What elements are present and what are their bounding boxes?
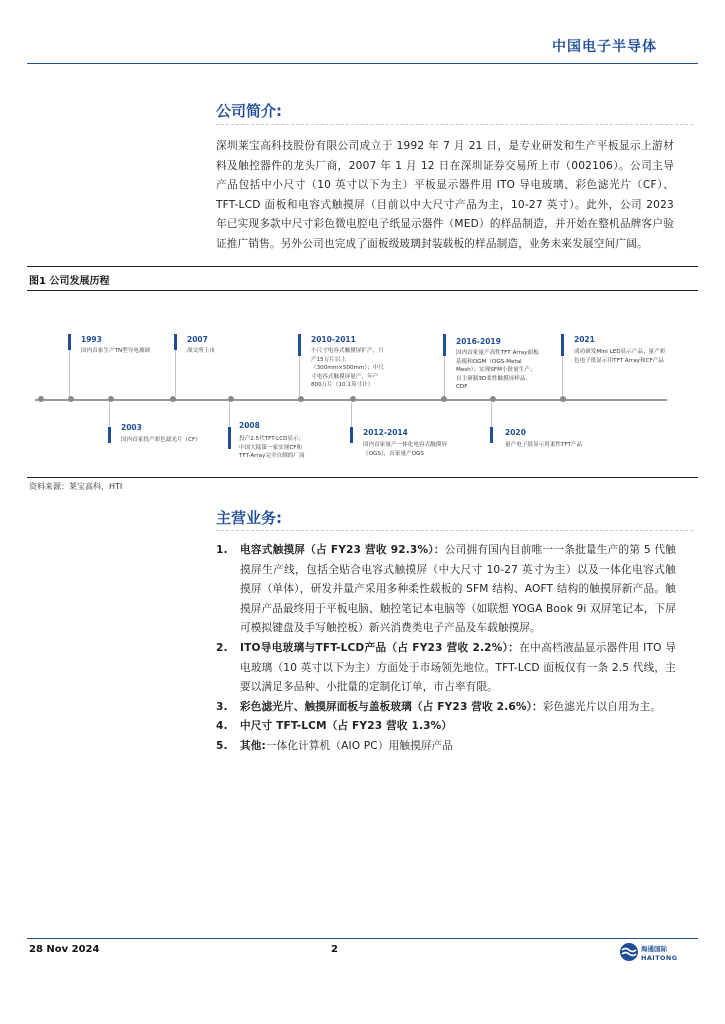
event-connector	[109, 403, 110, 427]
event-marker	[68, 334, 71, 350]
event-marker	[108, 427, 111, 443]
timeline-dot	[228, 396, 234, 402]
figure-title: 图1 公司发展历程	[29, 276, 110, 287]
event-description: 深交所上市	[187, 348, 215, 354]
timeline-dot	[560, 396, 566, 402]
event-year: 2003	[121, 423, 142, 432]
event-year: 2016-2019	[456, 337, 501, 346]
list-item	[216, 541, 676, 639]
event-year: 2020	[505, 428, 526, 437]
event-marker	[490, 427, 493, 443]
item-title: 中尺寸 TFT-LCM（占 FY23 营收 1.3%）	[240, 720, 453, 733]
event-connector	[562, 356, 563, 396]
event-description: 国内首家量产一体化电容式触摸屏（OGS），首家量产OGS	[363, 442, 447, 457]
timeline-dot	[38, 396, 44, 402]
item-title: 电容式触摸屏（占 FY23 营收 92.3%）：	[240, 544, 445, 556]
event-year: 2007	[187, 335, 208, 344]
timeline-dot	[68, 396, 74, 402]
item-title: 其他:	[240, 739, 266, 752]
business-section-title: 主营业务:	[216, 509, 282, 527]
list-item	[216, 717, 676, 737]
timeline-dot	[170, 396, 176, 402]
event-description: 国内首家投产彩色滤光片（CF）	[121, 437, 201, 443]
intro-divider	[216, 124, 693, 125]
footer-date: 28 Nov 2024	[29, 944, 100, 955]
page-number: 2	[331, 944, 338, 955]
item-title: 彩色滤光片、触摸屏面板与盖板玻璃（占 FY23 营收 2.6%）：	[240, 700, 543, 713]
footer-divider	[27, 938, 698, 939]
item-text: 彩色滤光片以自用为主。	[542, 700, 661, 713]
list-item	[216, 698, 676, 718]
event-connector	[444, 356, 445, 396]
haitong-logo-icon	[619, 942, 639, 962]
timeline-dot	[298, 396, 304, 402]
figure-top-rule	[27, 266, 698, 267]
business-list	[216, 541, 676, 757]
event-year: 2012-2014	[363, 428, 408, 437]
event-description: 国内首家生产TN型导电玻璃	[81, 348, 151, 354]
event-year: 2021	[574, 335, 595, 344]
item-text: 一体化计算机（AIO PC）用触摸屏产品	[265, 739, 454, 752]
event-description: 量产电子纸显示用柔性TFT产品	[505, 442, 583, 448]
intro-paragraph: 深圳莱宝高科技股份有限公司成立于 1992 年 7 月 21 日，是专业研发和生产平板显示上游材料及触控器件的龙头厂商，2007 年 1 月 12 日在深圳证券交易所上市（002106）。公司主导产品包括中小尺寸（10 英寸以下为主）平板显示器件用 ITO 导电玻璃、彩色滤光片（CF）、TFT-LCD 面板和电容式触摸屏（目前以中大尺寸产品为主，10-27 英寸）。此外，公司 2023 年已实现多款中尺寸彩色微电腔电子纸显示器件（MED）的样品制造，并开始在整机品牌客户验证推广销售。另外公司也完成了面板级玻璃封装载板的样品制造，业务未来发展空间广阔。	[216, 140, 674, 250]
timeline-dot	[490, 396, 496, 402]
event-connector	[351, 403, 352, 427]
logo-name-en: HAITONG	[641, 954, 678, 962]
event-connector	[69, 350, 70, 396]
intro-section-title: 公司简介:	[216, 102, 282, 120]
item-text: 公司拥有国内目前唯一一条批量生产的第 5 代触摸屏生产线，包括全贴合电容式触摸屏（中大尺寸 10-27 英寸为主）以及一体化电容式触摸屏（单体），研发并量产采用多种柔性载板的 SFM 结构、AOFT 结构的触摸屏新产品。触摸屏产品最终用于平板电脑、触控笔记本电脑等（如联想 YOGA Book 9i 双屏笔记本，下屏可模拟键盘及手写触控板）新兴消费类电子产品及车载触摸屏。	[240, 544, 676, 635]
figure-title-rule	[27, 290, 698, 291]
event-description: 投产2.5代TFT-LCD显示；中国大陆第一家实现CF和TFT-Array完全自制的厂商	[239, 436, 305, 460]
item-number: 3.	[216, 700, 228, 713]
event-marker	[561, 334, 564, 356]
list-item	[216, 737, 676, 757]
event-description: 小尺寸电容式触摸屏扩产，月产15万片以上（300mm×500mm）；中尺寸电容式触摸屏量产，年产800万片（10.1英寸计）	[311, 348, 385, 389]
event-connector	[229, 403, 230, 427]
figure-source: 资料来源：莱宝高科，HTI	[29, 482, 123, 491]
event-connector	[175, 350, 176, 396]
figure-bottom-rule	[27, 477, 698, 478]
list-item	[216, 639, 676, 698]
item-number: 2.	[216, 641, 228, 654]
item-number: 5.	[216, 739, 228, 752]
event-marker	[174, 334, 177, 350]
event-year: 2008	[239, 421, 260, 430]
item-title: ITO导电玻璃与TFT-LCD产品（占 FY23 营收 2.2%）：	[240, 641, 520, 654]
item-number: 4.	[216, 720, 228, 733]
event-marker	[350, 427, 353, 443]
event-connector	[299, 356, 300, 396]
report-header-title: 中国电子半导体	[552, 39, 657, 55]
event-marker	[443, 334, 446, 356]
event-marker	[228, 427, 231, 449]
logo-name-cn: 海通国际	[641, 945, 667, 953]
event-year: 2010-2011	[311, 335, 356, 344]
timeline-dot	[441, 396, 447, 402]
header-divider	[27, 63, 698, 64]
event-year: 1993	[81, 335, 102, 344]
event-marker	[298, 334, 301, 356]
item-number: 1.	[216, 544, 228, 556]
event-description: 成功研发Mini LED显示产品；量产彩色电子纸显示用TFT Array和CF产品	[574, 349, 666, 364]
event-description: 国内首家量产高性TFT Array面板基板和OGM（OGS-Metal Mesh）；实现SFM小批量生产；自主研制3D柔性触摸屏样品，CDF	[456, 350, 539, 391]
event-connector	[491, 403, 492, 427]
business-divider	[216, 530, 693, 531]
item-text: 在中高档液晶显示器件用 ITO 导电玻璃（10 英寸以下为主）方面处于市场领先地位。TFT-LCD 面板仅有一条 2.5 代线，主要以满足多品种、小批量的定制化订单，市占率有限。	[240, 641, 677, 694]
timeline-dot	[108, 396, 114, 402]
timeline-dot	[350, 396, 356, 402]
